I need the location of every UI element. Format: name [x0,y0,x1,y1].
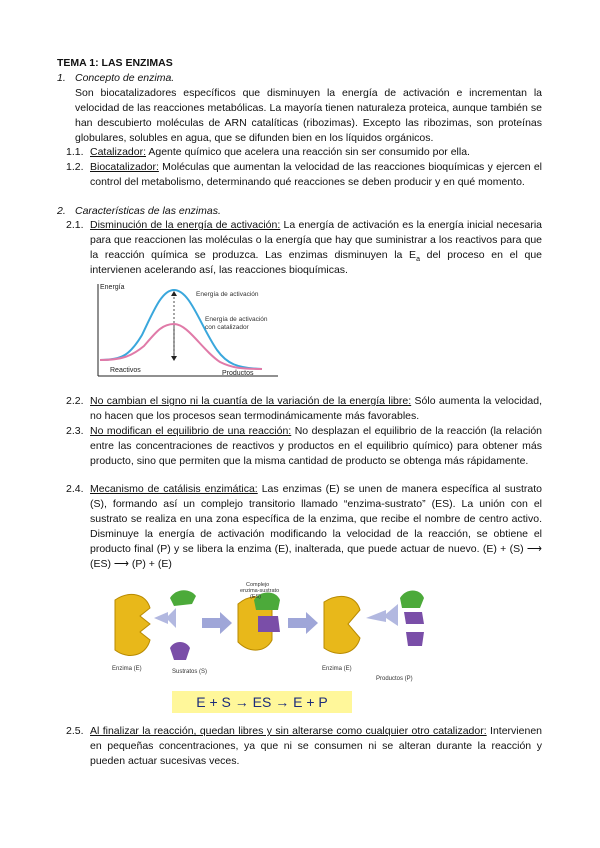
enzyme-label-1: Enzima (E) [112,666,142,672]
item-text: Moléculas que aumentan la velocidad de las reacciones bioquímicas y ejercen el control del metabolismo, determinando qué reacciones se deben producir y en qué momento. [90,161,542,188]
item-term: Catalizador: [90,146,147,158]
enzyme-shape-2 [324,596,360,653]
item-subscript: a [416,256,420,264]
item-number: 2.2. [66,395,84,407]
productos-label: Productos [222,370,254,377]
section-1-number: 1. [57,72,66,84]
item-text: Intervienen en pequeñas concentraciones, ya que ni se consumen ni se alteran durante la reacción y pueden actuar sucesivas veces. [90,725,542,767]
complex-label-2: enzima-sustrato [240,588,280,594]
product-purple-1 [404,612,424,624]
enzyme-label-2: Enzima (E) [322,666,352,672]
item-term: Biocatalizador: [90,161,159,173]
curve2-label-a: Energía de activación [205,316,268,323]
section-2-heading [57,204,221,219]
curve1-label: Energía de activación [196,291,259,298]
item-number: 2.4. [66,483,84,495]
item-number: 2.5. [66,725,84,737]
item-term: Mecanismo de catálisis enzimática: [90,483,258,495]
substrates-label: Sustratos (S) [172,669,208,675]
item-text: La energía de activación es la energía inicial necesaria para que reaccionen las moléculas o la energía que hay que suministrar a los reactivos para que la reacción química se produzca. Las enzimas disminuyen la E [90,219,543,261]
page-title: TEMA 1: LAS ENZIMAS [57,57,173,69]
curve2-label-b: con catalizador [205,324,249,331]
item-term: Disminución de la energía de activación: [90,219,281,231]
item-number: 2.1. [66,219,84,231]
activation-arrow-head [171,291,177,296]
product-green [400,591,424,609]
complex-label-3: (ES) [250,594,261,600]
item-equation: (E) + (S) ⟶ (ES) ⟶ (P) + (E) [90,543,542,570]
complex-label-1: Complejo [246,582,270,588]
reactivos-label: Reactivos [110,367,141,374]
enzyme-shape-1 [115,594,150,655]
item-term: No cambian el signo ni la cuantía de la variación de la energía libre: [90,395,412,407]
section-1-intro: Son biocatalizadores específicos que disminuyen la energía de activación e incrementan la velocidad de las reacciones metabólicas. La mayoría tienen naturaleza proteica, aunque también se han descubierto moléculas de ARN catalíticas (ribozimas). Excepto las ribozimas, son proteínas globulares, solubles en agua, que se difunden bien en los líquidos orgánicos. [75,87,542,144]
arrow-to-products [288,612,318,634]
y-axis-label: Energía [100,284,125,291]
release-arrow [366,604,398,626]
item-term: Al finalizar la reacción, quedan libres y sin alterarse como cualquier otro catalizador: [90,725,487,737]
item-text: Agente químico que acelera una reacción sin ser consumido por ella. [146,146,470,158]
item-text: Las enzimas (E) se unen de manera específica al sustrato (S), formando así un complejo transitorio llamado “enzima-sustrato” (ES). La unión con el sustrato se realiza en una zona específica de la enzima, que recibe el nombre de centro activo. Disminuye la energía de activación modificando la velocidad de la reacción, se obtiene el producto final (P) y se libera la enzima (E), inalterada, que puede actuar de nuevo. [90,483,542,555]
item-number: 1.2. [66,161,84,173]
item-text: No desplazan el equilibrio de la reacción (la relación entre las concentraciones de reactivos y productos en el equilibrio químico) para obtener más producto, sino que permiten que la misma cantidad de producto se obtenga más rápidamente. [90,425,542,467]
section-1-heading [57,71,174,86]
item-text: Sólo aumenta la velocidad, no hacen que los procesos sean termodinámicamente más favorables. [90,395,542,422]
item-number: 1.1. [66,146,84,158]
complex-purple [258,616,280,632]
item-text-2: del proceso en el que intervienen acelerando así, las reacciones bioquímicas. [90,249,542,276]
item-term: No modifican el equilibrio de una reacción: [90,425,292,437]
arrow-to-complex [202,612,232,634]
section-1-title: Concepto de enzima. [75,72,175,84]
bind-arrow-1 [154,608,176,628]
substrate-purple [170,642,190,660]
substrate-green [170,590,196,606]
mechanism-figure [110,578,440,688]
section-2-title: Características de las enzimas. [75,205,221,217]
item-number: 2.3. [66,425,84,437]
product-purple-2 [406,632,424,646]
section-2-number: 2. [57,205,66,217]
energy-graph [92,280,282,382]
reaction-equation: E + S → ES → E + P [172,691,352,713]
products-label: Productos (P) [376,676,413,682]
